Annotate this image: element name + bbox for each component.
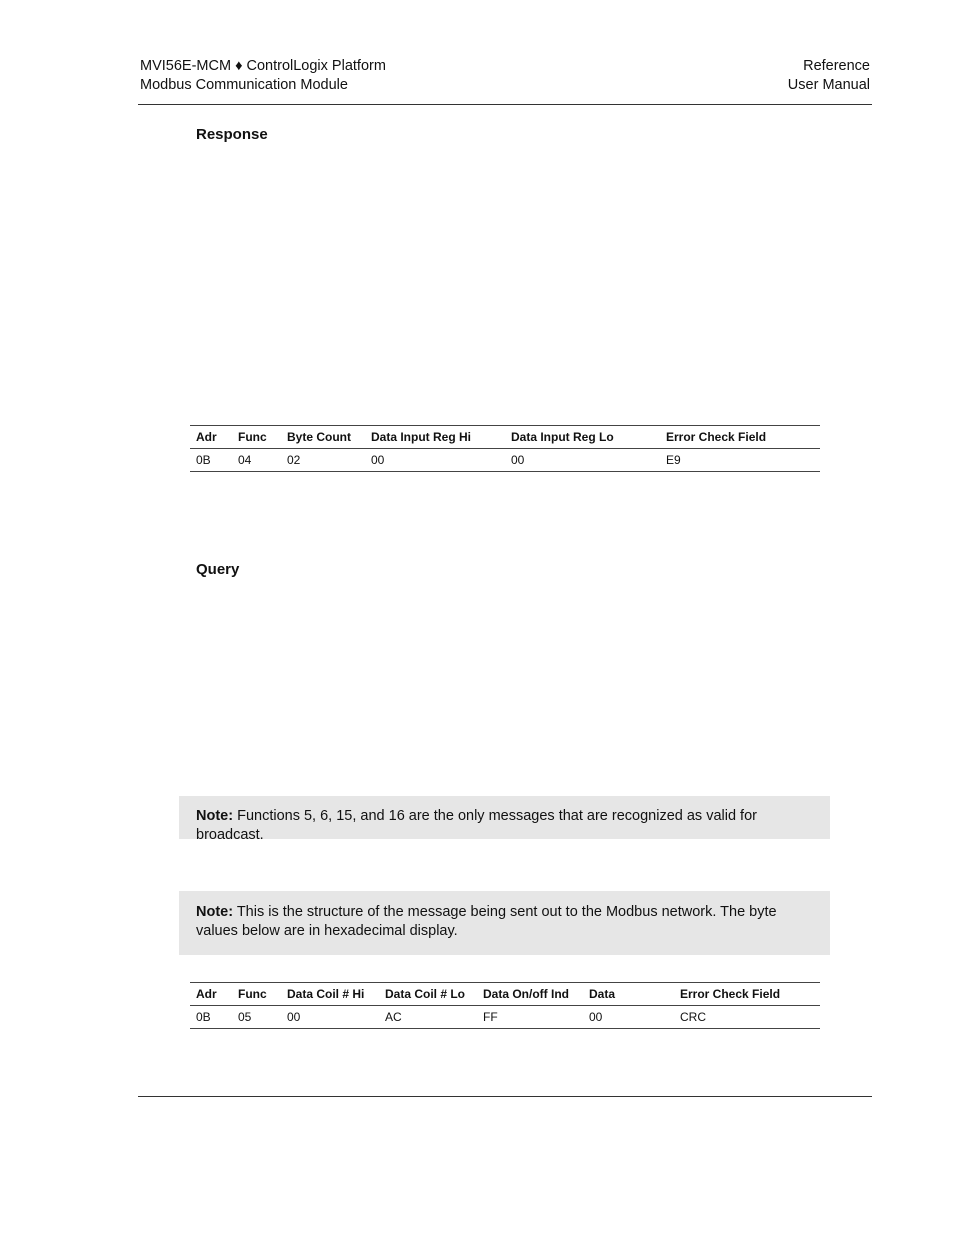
- table-row: [190, 1006, 820, 1029]
- broadcast-note: [179, 796, 830, 843]
- response-heading: Response: [196, 126, 268, 143]
- column-header: Byte Count: [281, 426, 365, 449]
- table-header-row: [190, 983, 820, 1006]
- note-label: Note:: [196, 904, 234, 920]
- table-row: [190, 449, 820, 472]
- column-header: Error Check Field: [674, 983, 820, 1006]
- document-header-left: [140, 57, 386, 95]
- table-header-row: [190, 426, 820, 449]
- structure-note: [179, 891, 830, 955]
- column-header: Func: [232, 426, 281, 449]
- table-cell: 00: [583, 1006, 674, 1029]
- column-header: Data Coil # Hi: [281, 983, 379, 1006]
- manual-name: User Manual: [787, 77, 870, 93]
- column-header: Data Input Reg Hi: [365, 426, 505, 449]
- note-label: Note:: [196, 808, 234, 824]
- header-divider: [138, 104, 872, 105]
- footer-divider: [138, 1096, 872, 1097]
- table-cell: 00: [281, 1006, 379, 1029]
- table-cell: 05: [232, 1006, 281, 1029]
- table-cell: 0B: [190, 449, 232, 472]
- response-frame-table: [190, 425, 820, 472]
- document-header-right: [788, 57, 870, 95]
- column-header: Data: [583, 983, 674, 1006]
- column-header: Data Input Reg Lo: [505, 426, 660, 449]
- column-header: Data On/off Ind: [477, 983, 583, 1006]
- column-header: Func: [232, 983, 281, 1006]
- product-subtitle: Modbus Communication Module: [140, 77, 348, 93]
- table-cell: AC: [379, 1006, 477, 1029]
- query-frame-table: [190, 982, 820, 1029]
- table-cell: 00: [365, 449, 505, 472]
- table-cell: E9: [660, 449, 820, 472]
- section-name: Reference: [803, 58, 870, 74]
- table-cell: FF: [477, 1006, 583, 1029]
- product-title: MVI56E-MCM ♦ ControlLogix Platform: [140, 58, 386, 74]
- table-cell: CRC: [674, 1006, 820, 1029]
- column-header: Adr: [190, 983, 232, 1006]
- column-header: Error Check Field: [660, 426, 820, 449]
- table-cell: 00: [505, 449, 660, 472]
- note-text: Functions 5, 6, 15, and 16 are the only messages that are recognized as valid for broadcast.: [196, 808, 757, 843]
- table-cell: 04: [232, 449, 281, 472]
- table-cell: 02: [281, 449, 365, 472]
- column-header: Data Coil # Lo: [379, 983, 477, 1006]
- note-text: This is the structure of the message being sent out to the Modbus network. The byte values below are in hexadecimal display.: [196, 904, 777, 939]
- table-cell: 0B: [190, 1006, 232, 1029]
- query-heading: Query: [196, 561, 240, 578]
- column-header: Adr: [190, 426, 232, 449]
